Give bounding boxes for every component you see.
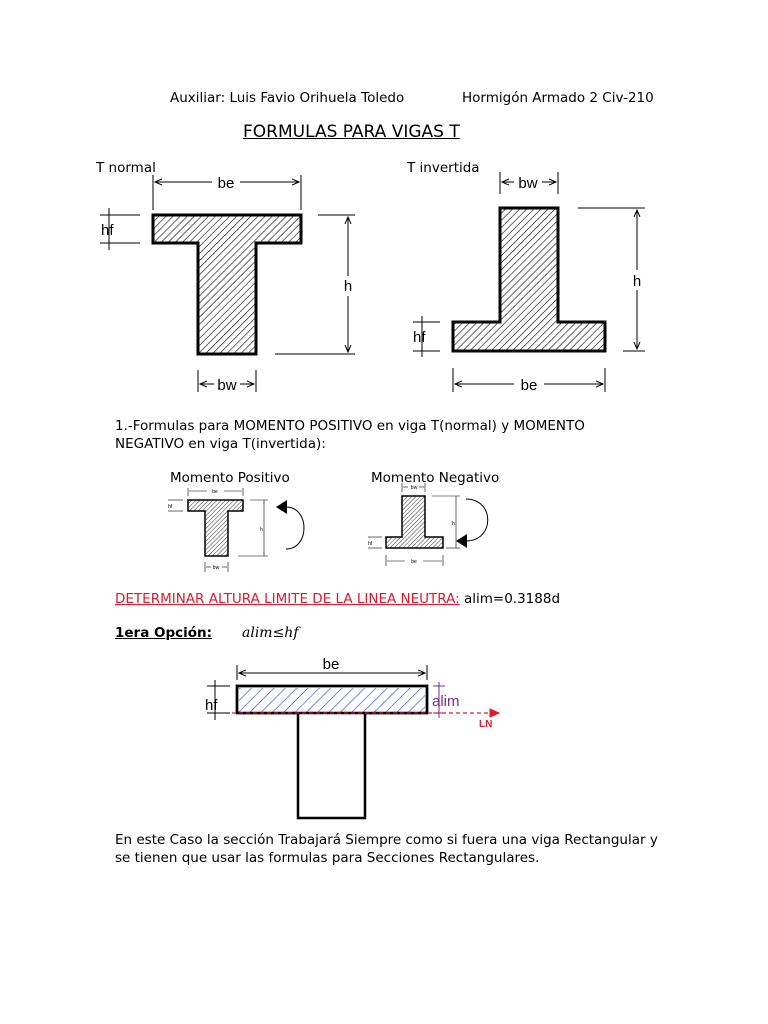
page-title: FORMULAS PARA VIGAS T <box>243 122 460 142</box>
mp-h-label: h <box>260 527 263 533</box>
option1-diagram <box>205 656 499 818</box>
mn-h-label: h <box>452 521 455 527</box>
t-invertida-bw-label: bw <box>518 175 538 192</box>
option1-be-label: be <box>322 656 340 673</box>
t-invertida-h-label: h <box>632 273 642 290</box>
moment-arrow-icon <box>276 500 287 514</box>
mn-be-label: be <box>411 559 417 565</box>
option1-heading: 1era Opción: <box>115 625 213 641</box>
t-invertida-be-label: be <box>520 377 538 394</box>
mn-hf-label: hf <box>368 541 373 547</box>
momento-negativo-caption: Momento Negativo <box>371 470 500 486</box>
t-normal-bw-label: bw <box>217 377 237 394</box>
moment-arrow-icon <box>456 534 467 548</box>
t-normal-caption: T normal <box>96 160 156 176</box>
neutral-axis-label: DETERMINAR ALTURA LIMITE DE LA LINEA NEUTRA: <box>115 591 460 607</box>
option1-ln-label: LN <box>479 719 493 730</box>
mn-bw-label: bw <box>410 485 418 491</box>
section1-text: 1.-Formulas para MOMENTO POSITIVO en viga T(normal) y MOMENTO NEGATIVO en viga T(invertida): <box>115 418 585 452</box>
momento-positivo-diagram <box>168 488 304 572</box>
t-invertida-caption: T invertida <box>407 160 480 176</box>
neutral-axis-line <box>115 591 560 607</box>
momento-positivo-caption: Momento Positivo <box>170 470 290 486</box>
neutral-axis-formula: alim=0.3188d <box>463 591 561 607</box>
option1-hf-label: hf <box>205 697 218 714</box>
momento-negativo-diagram <box>368 483 488 566</box>
mp-be-label: be <box>212 489 218 495</box>
t-invertida-diagram <box>413 172 645 394</box>
t-normal-h-label: h <box>343 278 353 295</box>
header-course: Hormigón Armado 2 Civ-210 <box>462 90 654 106</box>
t-normal-diagram <box>100 175 355 394</box>
mp-bw-label: bw <box>212 565 220 571</box>
header-author: Auxiliar: Luis Favio Orihuela Toledo <box>170 90 405 106</box>
t-invertida-hf-label: hf <box>413 329 426 346</box>
t-normal-hf-label: hf <box>101 222 114 239</box>
t-normal-be-label: be <box>217 175 235 192</box>
option1-alim-label: alim <box>432 693 460 710</box>
mp-hf-label: hf <box>168 504 173 510</box>
option1-condition: alim≤hf <box>242 625 299 641</box>
option1-text: En este Caso la sección Trabajará Siempre como si fuera una viga Rectangular y se tienen que usar las formulas para Secciones Rectangulares. <box>115 832 658 866</box>
